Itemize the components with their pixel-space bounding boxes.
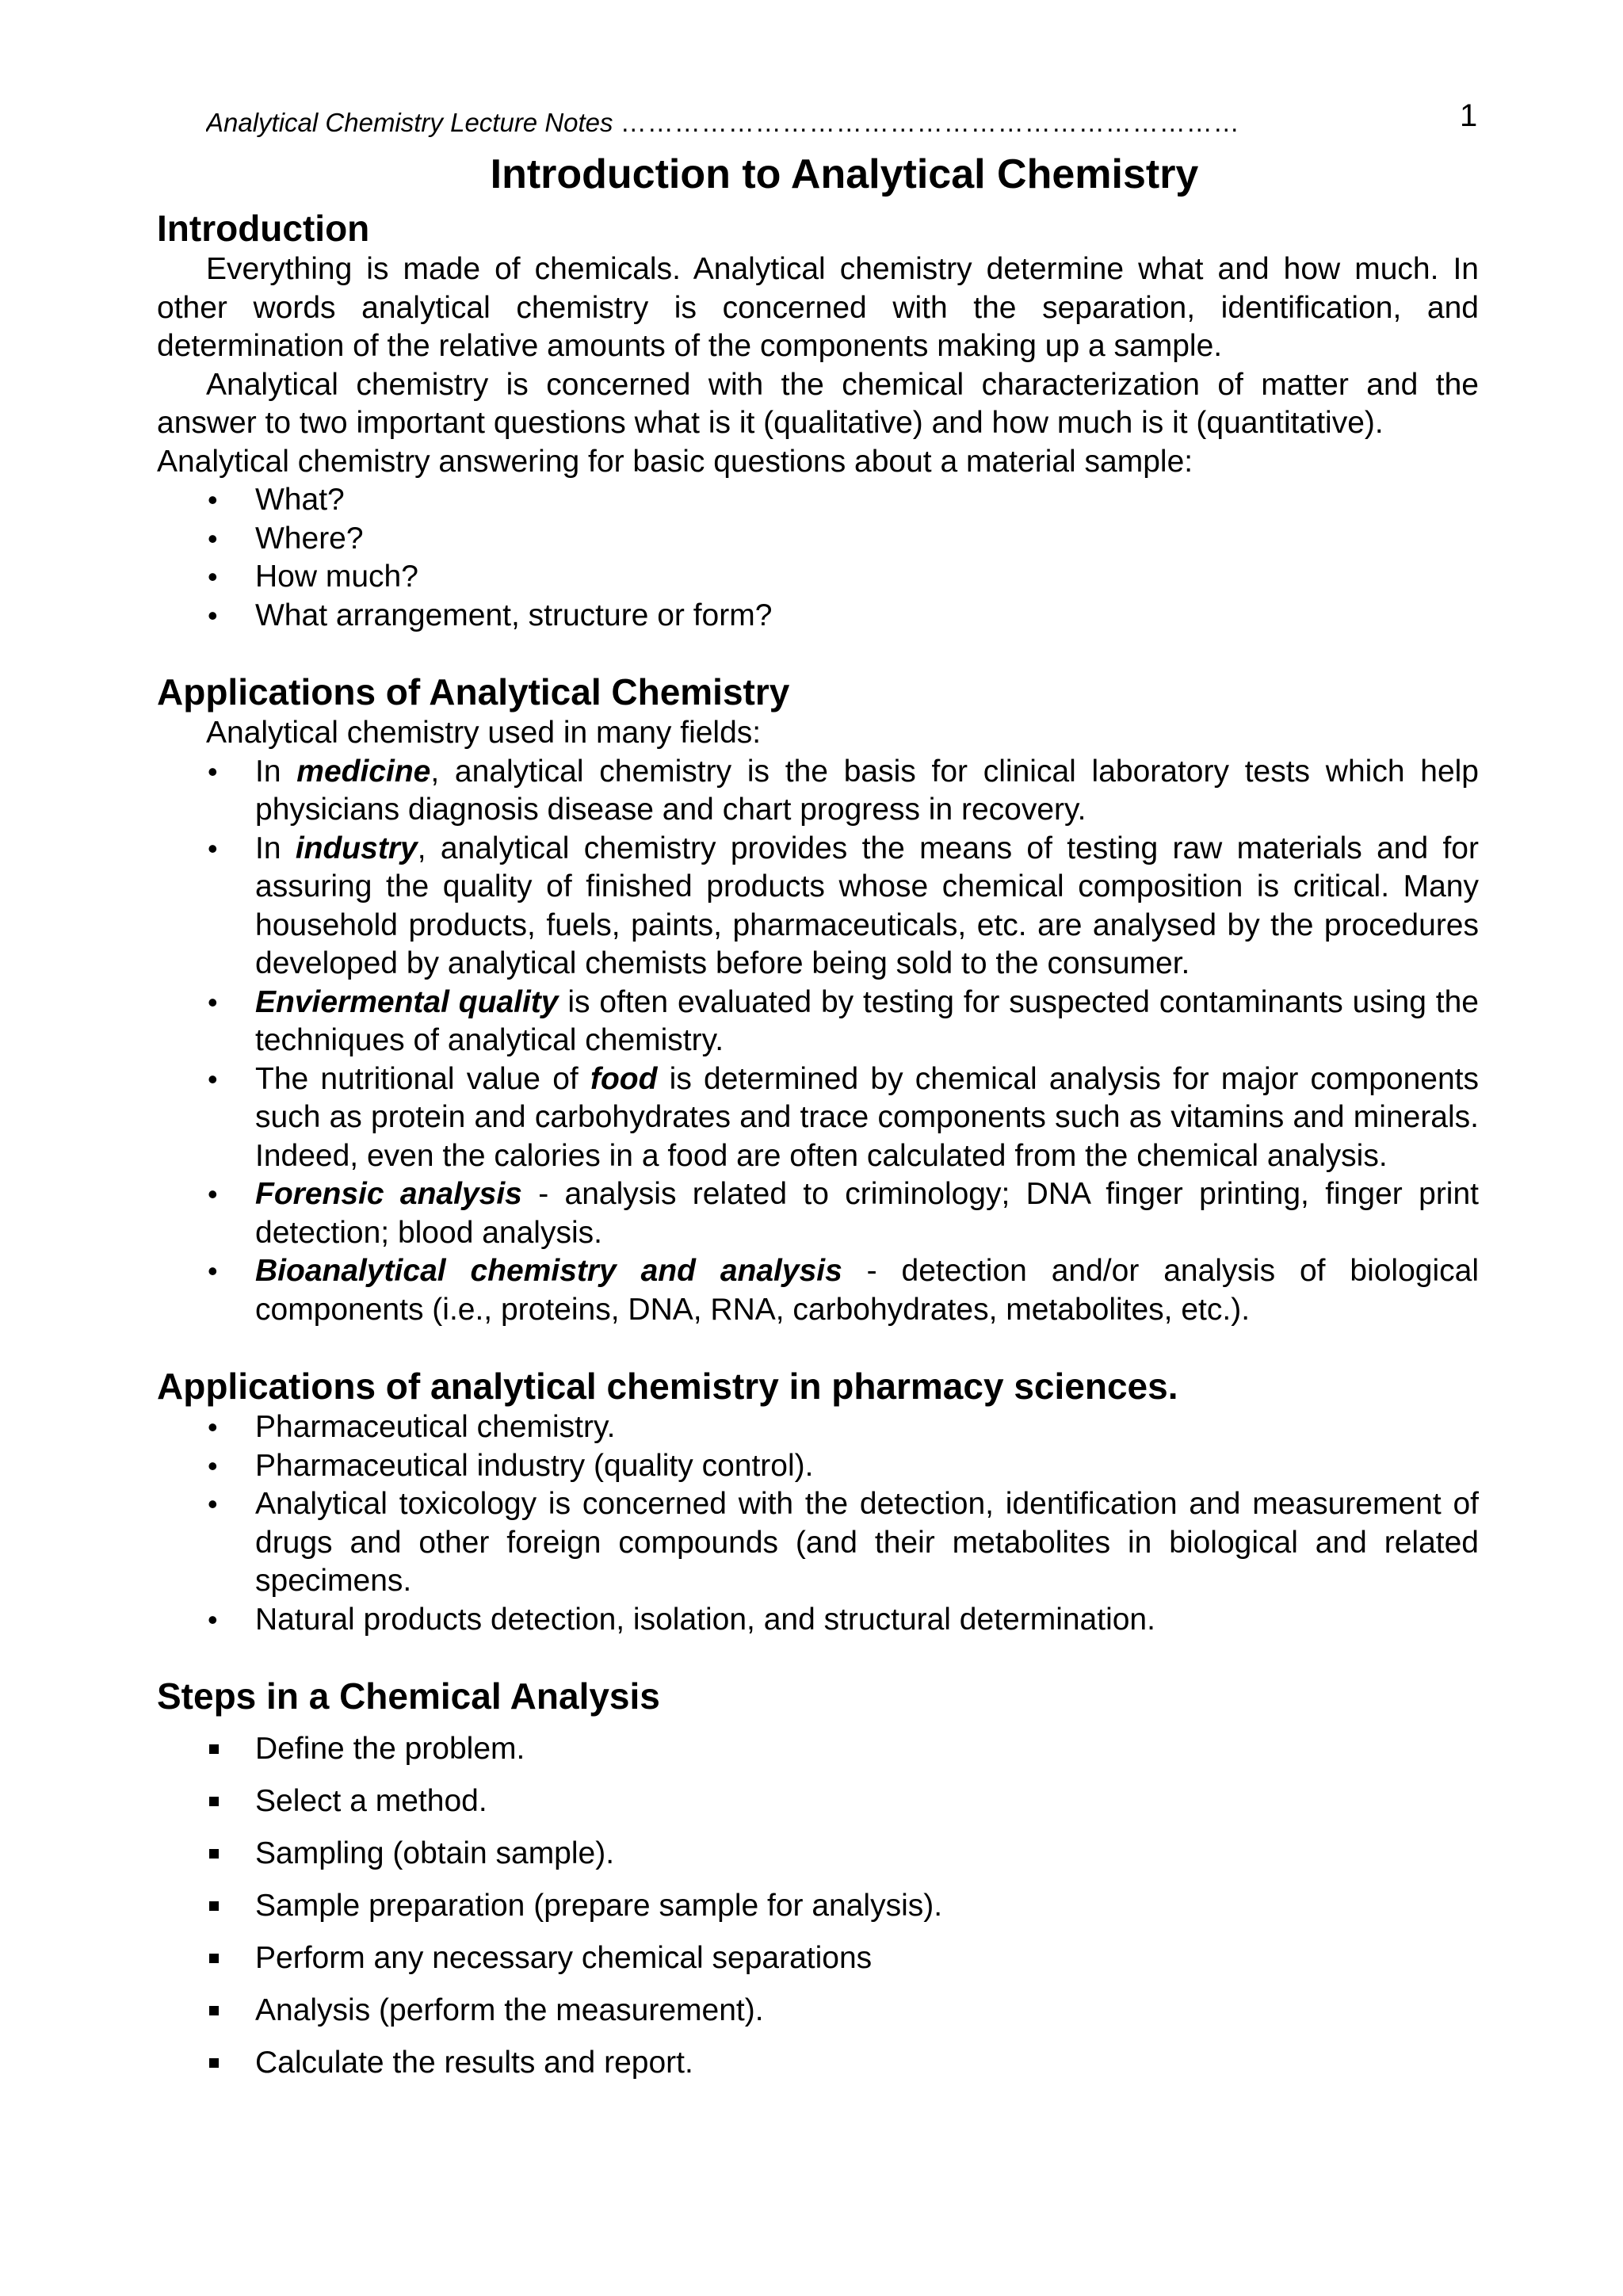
list-item: Sampling (obtain sample).	[157, 1828, 1479, 1880]
document-body	[157, 206, 1479, 2089]
section-heading-pharmacy: Applications of analytical chemistry in pharmacy sciences.	[157, 1366, 1178, 1407]
list-item: • Where?	[157, 520, 1479, 559]
list-item: • Enviermental quality is often evaluated by testing for suspected contaminants using the techniques of analytical chemistry.	[157, 984, 1479, 1060]
section-spacer	[157, 1329, 1479, 1364]
list-item: Calculate the results and report.	[157, 2037, 1479, 2089]
intro-paragraph: Everything is made of chemicals. Analytical chemistry determine what and how much. In other words analytical chemistry is concerned with the separation, identification, and determination of the relative amounts of the components making up a sample.	[157, 252, 1479, 363]
intro-paragraph: Analytical chemistry is concerned with the chemical characterization of matter and the answer to two important questions what is it (qualitative) and how much is it (quantitative).	[157, 367, 1479, 440]
section-heading-introduction: Introduction	[157, 208, 370, 249]
pharmacy-list	[157, 1408, 1479, 1639]
list-item: • What?	[157, 481, 1479, 520]
applications-lead: Analytical chemistry used in many fields:	[206, 716, 762, 750]
list-item: • How much?	[157, 558, 1479, 597]
emphasis-term: food	[590, 1061, 658, 1096]
emphasis-term: Enviermental quality	[255, 984, 559, 1019]
section-spacer	[157, 1639, 1479, 1674]
list-item: • Bioanalytical chemistry and analysis - detection and/or analysis of biological components (i.e., proteins, DNA, RNA, carbohydrates, metabolites, etc.).	[157, 1252, 1479, 1329]
list-item: • Pharmaceutical chemistry.	[157, 1408, 1479, 1447]
section-applications	[157, 670, 1479, 1329]
page-title: Introduction to Analytical Chemistry	[490, 151, 1199, 197]
section-pharmacy-applications	[157, 1364, 1479, 1639]
list-item: Sample preparation (prepare sample for analysis).	[157, 1880, 1479, 1932]
list-item: • Pharmaceutical industry (quality control).	[157, 1447, 1479, 1486]
emphasis-term: industry	[295, 831, 418, 865]
running-header	[206, 108, 1316, 138]
emphasis-term: Forensic analysis	[255, 1177, 522, 1211]
section-spacer	[157, 635, 1479, 670]
list-item: • The nutritional value of food is determined by chemical analysis for major components such as protein and carbohydrates and trace components such as vitamins and minerals. Indeed, even the calories in a food are often calculated from the chemical analysis.	[157, 1060, 1479, 1176]
section-heading-steps: Steps in a Chemical Analysis	[157, 1675, 660, 1717]
list-item: Define the problem.	[157, 1723, 1479, 1775]
section-steps	[157, 1674, 1479, 2089]
list-item: • Natural products detection, isolation, and structural determination.	[157, 1601, 1479, 1640]
running-header-title: Analytical Chemistry Lecture Notes	[206, 108, 613, 137]
list-item: • In industry, analytical chemistry provides the means of testing raw materials and for assuring the quality of finished products whose chemical composition is critical. Many household products, fuels, paints, pharmaceuticals, etc. are analysed by the procedures developed by analytical chemists before being sold to the consumer.	[157, 830, 1479, 984]
applications-list	[157, 753, 1479, 1330]
list-item: Analysis (perform the measurement).	[157, 1985, 1479, 2037]
questions-list	[157, 481, 1479, 635]
list-item: • Analytical toxicology is concerned with the detection, identification and measurement of drugs and other foreign compounds (and their metabolites in biological and related specimens.	[157, 1485, 1479, 1601]
section-introduction	[157, 206, 1479, 635]
list-item: • In medicine, analytical chemistry is the basis for clinical laboratory tests which help physicians diagnosis disease and chart progress in recovery.	[157, 753, 1479, 830]
list-item: • What arrangement, structure or form?	[157, 597, 1479, 636]
intro-paragraph: Analytical chemistry answering for basic questions about a material sample:	[157, 444, 1193, 479]
list-item: • Forensic analysis - analysis related to criminology; DNA finger printing, finger print detection; blood analysis.	[157, 1175, 1479, 1252]
list-item: Perform any necessary chemical separations	[157, 1932, 1479, 1985]
emphasis-term: Bioanalytical chemistry and analysis	[255, 1254, 842, 1288]
page-number: 1	[1460, 98, 1478, 133]
steps-list	[157, 1723, 1479, 2089]
running-header-leader-dots: ……………………………………………………………	[620, 108, 1240, 137]
emphasis-term: medicine	[296, 754, 431, 789]
section-heading-applications: Applications of Analytical Chemistry	[157, 671, 790, 712]
list-item: Select a method.	[157, 1775, 1479, 1828]
